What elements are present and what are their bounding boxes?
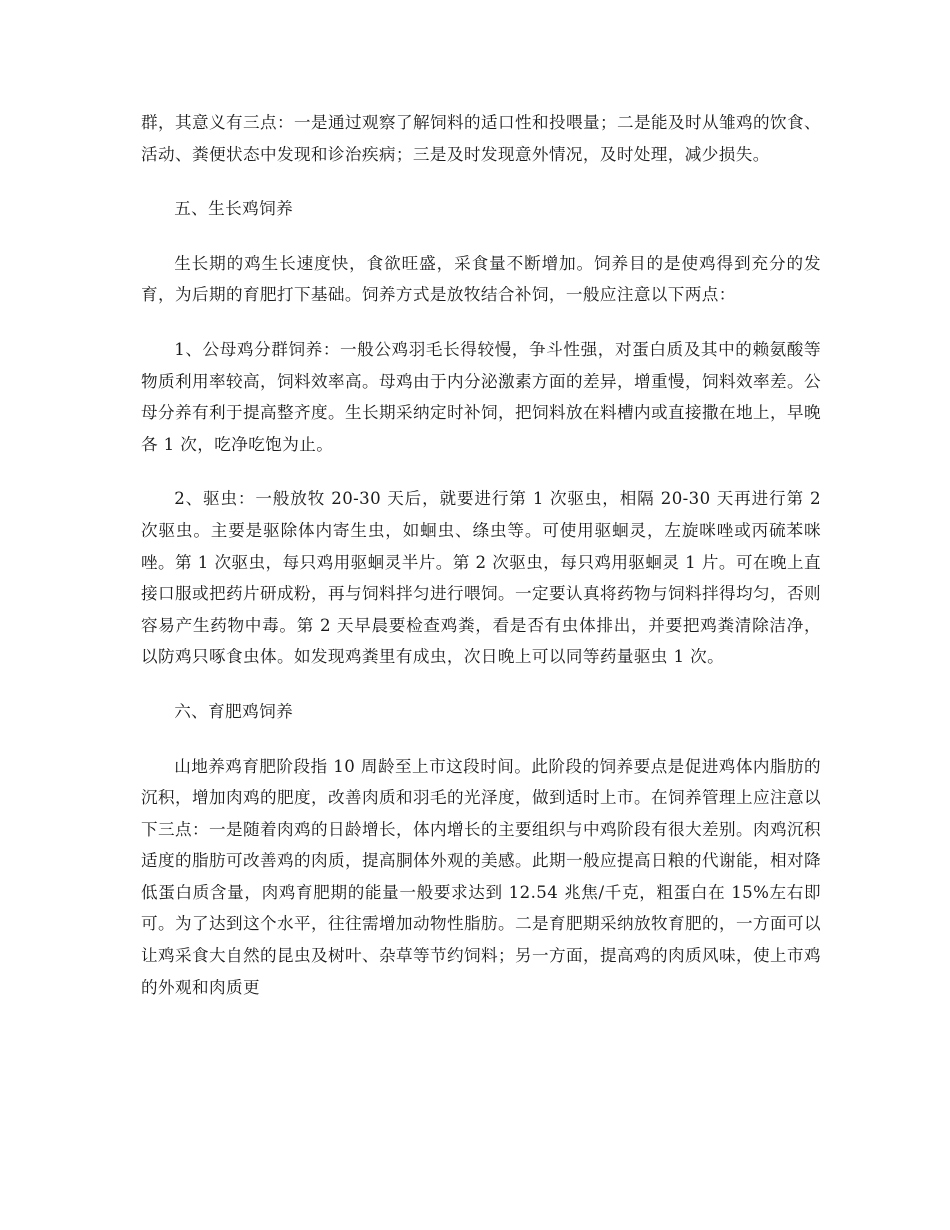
section-heading-growing-chicken: 五、生长鸡饲养 [174, 199, 294, 219]
section-heading-fattening-chicken: 六、育肥鸡饲养 [174, 701, 294, 721]
paragraph-fattening-stage: 山地养鸡育肥阶段指 10 周龄至上市这段时间。此阶段的饲养要点是促进鸡体内脂肪的沉积，增加肉鸡的肥度，改善肉质和羽毛的光泽度，做到适时上市。在饲养管理上应注意以下三点：一是随着肉鸡的日龄增长，体内增长的主要组织与中鸡阶段有很大差别。肉鸡沉积适度的脂肪可改善鸡的肉质，提高胴体外观的美感。此期一般应提高日粮的代谢能，相对降低蛋白质含量，肉鸡育肥期的能量一般要求达到 12.54 兆焦/千克，粗蛋白在 15%左右即可。为了达到这个水平，往往需增加动物性脂肪。二是育肥期采纳放牧育肥的，一方面可以让鸡采食大自然的昆虫及树叶、杂草等节约饲料；另一方面，提高鸡的肉质风味，使上市鸡的外观和肉质更 [141, 756, 821, 997]
paragraph-intro-continuation: 群，其意义有三点：一是通过观察了解饲料的适口性和投喂量；二是能及时从雏鸡的饮食、活动、粪便状态中发现和诊治疾病；三是及时发现意外情况，及时处理，减少损失。 [141, 113, 821, 164]
paragraph-growing-period: 生长期的鸡生长速度快，食欲旺盛，采食量不断增加。饲养目的是使鸡得到充分的发育，为后期的育肥打下基础。饲养方式是放牧结合补饲，一般应注意以下两点： [141, 253, 821, 305]
document-body [141, 107, 821, 1026]
paragraph-deworming: 2、驱虫：一般放牧 20-30 天后，就要进行第 1 次驱虫，相隔 20-30 天再进行第 2 次驱虫。主要是驱除体内寄生虫，如蛔虫、绦虫等。可使用驱蛔灵，左旋咪唑或丙硫苯咪唑。第 1 次驱虫，每只鸡用驱蛔灵半片。第 2 次驱虫，每只鸡用驱蛔灵 1 片。可在晚上直接口服或把药片研成粉，再与饲料拌匀进行喂饲。一定要认真将药物与饲料拌得均匀，否则容易产生药物中毒。第 2 天早晨要检查鸡粪，看是否有虫体排出，并要把鸡粪清除洁净，以防鸡只啄食虫体。如发现鸡粪里有成虫，次日晚上可以同等药量驱虫 1 次。 [141, 489, 821, 667]
paragraph-sex-separation: 1、公母鸡分群饲养：一般公鸡羽毛长得较慢，争斗性强，对蛋白质及其中的赖氨酸等物质利用率较高，饲料效率高。母鸡由于内分泌激素方面的差异，增重慢，饲料效率差。公母分养有利于提高整齐度。生长期采纳定时补饲，把饲料放在料槽内或直接撒在地上，早晚各 1 次，吃净吃饱为止。 [141, 339, 821, 454]
